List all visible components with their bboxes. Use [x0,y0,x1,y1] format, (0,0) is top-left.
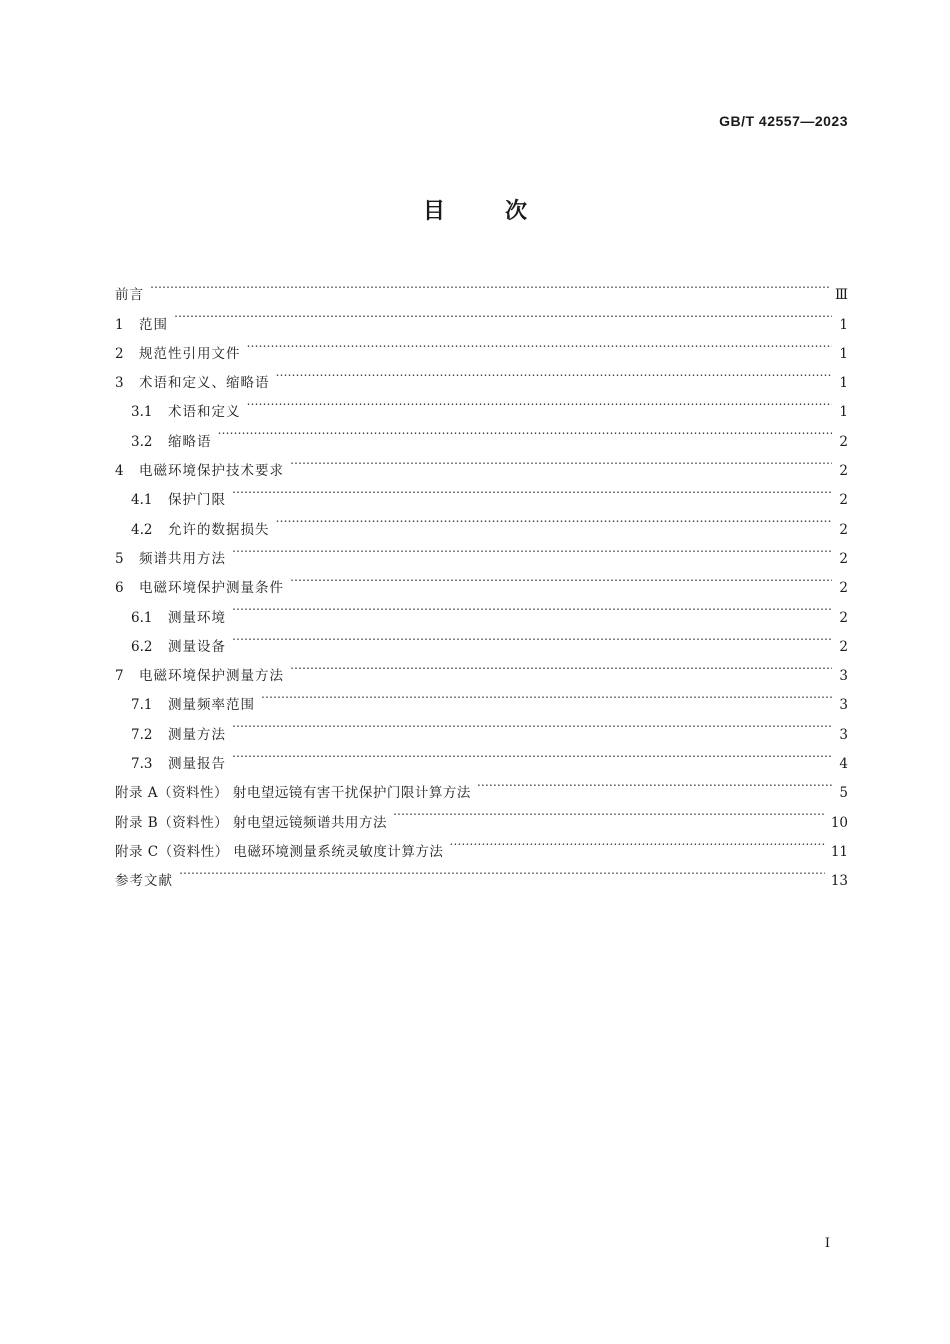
toc-entry-label: 测量环境 [168,609,226,626]
toc-entry-4[interactable] [115,446,848,480]
toc-entry-foreword[interactable] [115,270,848,304]
toc-entry-page: 1 [839,404,848,421]
toc-entry-label: 电磁环境保护测量方法 [139,668,284,685]
toc-entry-label: 保护门限 [168,492,226,509]
toc-entry-label: 参考文献 [115,873,173,890]
toc-entry-page: 2 [839,433,848,450]
toc-entry-label: 电磁环境保护测量条件 [139,580,284,597]
dot-leader [150,270,829,299]
toc-entry-label: 测量报告 [168,756,226,773]
toc-entry-label: 规范性引用文件 [139,345,241,362]
dot-leader [232,592,832,621]
toc-entry-number: 6 [115,580,124,597]
toc-entry-page: 2 [839,609,848,626]
toc-entry-number: 7.2 [131,726,153,743]
toc-entry-number: 3 [115,375,124,392]
toc-entry-page: 10 [830,814,848,831]
toc-entry-page: 5 [839,785,848,802]
dot-leader [290,651,832,680]
toc-entry-label: 允许的数据损失 [168,521,270,538]
page-title: 目次 [422,199,587,224]
toc-entry-page: 2 [839,638,848,655]
toc-entry-number: 7.1 [131,697,153,714]
toc-entry-number: 4 [115,463,124,480]
dot-leader [393,797,825,826]
dot-leader [232,739,832,768]
dot-leader [232,534,832,563]
toc-entry-page: 2 [839,550,848,567]
toc-entry-number: 3.1 [131,404,153,421]
toc-entry-number: 3.2 [131,433,153,450]
toc-entry-page: 2 [839,463,848,480]
dot-leader [261,680,832,709]
dot-leader [276,504,833,533]
toc-entry-label: 测量频率范围 [168,697,255,714]
dot-leader [477,768,832,797]
toc-entry-page: 3 [839,726,848,743]
toc-entry-bibliography[interactable] [115,856,848,890]
toc-entry-page: 4 [839,756,848,773]
toc-entry-label: 附录 C（资料性） 电磁环境测量系统灵敏度计算方法 [115,843,444,860]
toc-entry-label: 电磁环境保护技术要求 [139,463,284,480]
dot-leader [179,856,825,885]
dot-leader [218,416,833,445]
dot-leader [276,358,833,387]
toc-entry-page: Ⅲ [834,287,848,304]
dot-leader [290,563,832,592]
toc-entry-number: 7.3 [131,756,153,773]
toc-entry-page: 1 [839,316,848,333]
footer-page-number: Ⅰ [824,1236,830,1251]
toc-entry-label: 前言 [115,287,144,304]
toc-entry-page: 2 [839,492,848,509]
toc-entry-label: 缩略语 [168,433,212,450]
toc-entry-1[interactable] [115,299,848,333]
toc-entry-page: 3 [839,697,848,714]
toc-entry-page: 2 [839,580,848,597]
toc-entry-label: 频谱共用方法 [139,550,226,567]
toc-entry-number: 4.2 [131,521,153,538]
dot-leader [247,387,833,416]
toc-entry-number: 7 [115,668,124,685]
toc-entry-number: 4.1 [131,492,153,509]
toc-entry-number: 1 [115,316,124,333]
dot-leader [174,299,832,328]
toc-entry-label: 术语和定义、缩略语 [139,375,270,392]
dot-leader [449,827,824,856]
toc-entry-number: 6.2 [131,638,153,655]
toc-entry-label: 测量方法 [168,726,226,743]
toc-entry-label: 范围 [139,316,168,333]
toc-entry-page: 3 [839,668,848,685]
dot-leader [247,329,833,358]
toc-entry-label: 测量设备 [168,638,226,655]
table-of-contents [115,270,848,890]
toc-entry-label: 附录 A（资料性） 射电望远镜有害干扰保护门限计算方法 [115,785,471,802]
dot-leader [232,622,832,651]
dot-leader [290,446,832,475]
toc-entry-page: 2 [839,521,848,538]
toc-entry-label: 附录 B（资料性） 射电望远镜频谱共用方法 [115,814,388,831]
dot-leader [232,709,832,738]
standard-code: GB/T 42557—2023 [719,113,848,129]
toc-entry-3-2[interactable] [115,416,848,450]
dot-leader [232,475,832,504]
toc-entry-number: 2 [115,345,124,362]
toc-entry-label: 术语和定义 [168,404,241,421]
toc-entry-page: 1 [839,345,848,362]
toc-entry-page: 13 [830,873,848,890]
toc-entry-2[interactable] [115,329,848,362]
toc-entry-number: 6.1 [131,609,153,626]
toc-entry-page: 11 [830,843,848,860]
toc-entry-page: 1 [839,375,848,392]
toc-entry-number: 5 [115,550,124,567]
